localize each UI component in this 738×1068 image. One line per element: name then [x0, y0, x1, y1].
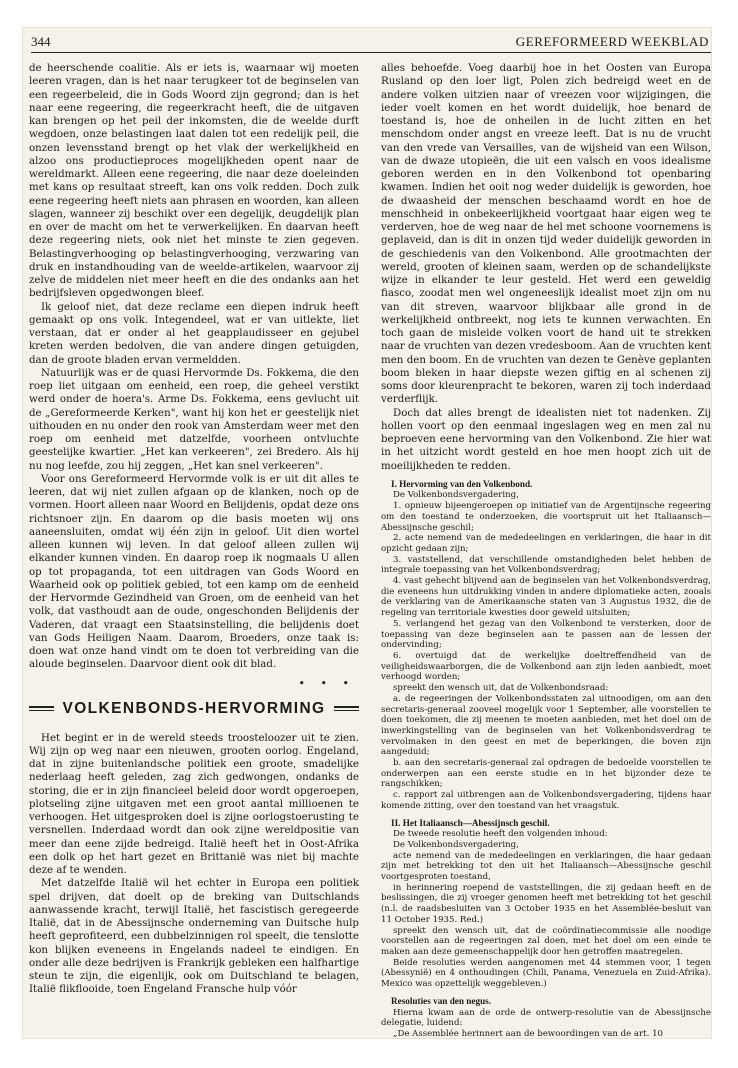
resolution-line: 2. acte nemend van de mededeelingen en verklaringen, die haar in dit opzicht gedaan zijn;: [381, 533, 711, 554]
resolution-line: spreekt den wensch uit, dat de Volkenbondsraad:: [393, 683, 609, 694]
right-paragraph-1: alles behoefde. Voeg daarbij hoe in het Oosten van Europa Rusland op den loer ligt, Polen zich bedreigd weet en de andere volken uitzien naar of vreezen voor wijzigingen, die ieder voelt komen en het wordt duidelijk, hoe benard de toestand is, hoe de onheilen in de lucht zitten en het menschdom onder angst en vreeze leeft. Dat is nu de vrucht van den vrede van Versailles, van de wijsheid van een Wilson, van de dwaze utopieën, die uit een valsch en voos idealisme geboren werden en in den Volkenbond tot openbaring kwamen. Indien het ooit nog weder duidelijk is geworden, hoe de dwaasheid der menschen beschaamd wordt en hoe de menschheid in onbekeerlijkheid voortgaat haar eigen weg te verderven, hoe de weg naar de hel met schoone voornemens is geplaveid, dan is dit in onzen tijd weder duidelijk geworden in de geschiedenis van den Volkenbond. Alle grootmachten der wereld, grooten of kleinen saam, werden op de schandelijkste wijze in elkander te leur gesteld. Het werd een geweldig fiasco, zoodat men wel ongeneeslijk idealist moet zijn om nu van dit streven, waarvoor blijkbaar alle grond in de werkelijkheid ontbreekt, nog iets te kunnen verwachten. En toch gaan de misleide volken voort de hand uit te strekken naar de vruchten van dezen vredesboom. Aan de vruchten kent men den boom. En de vruchten van dezen te Genève geplanten boom bleken in haar diepste wezen giftig en al schenen zij soms door kleurenpracht te bekoren, waren zij toch inderdaad verderflijk.: [381, 62, 711, 406]
resolution-line: De Volkenbondsvergadering,: [393, 490, 519, 501]
resolution-line: a. de regeeringen der Volkenbondsstaten zal uitnoodigen, om aan den secretaris-generaal zooveel mogelijk voor 1 September, alle voorstellen te doen toekomen, die zij meenen te moeten aanbieden, met het doel om de inwerkingstelling van de beginselen van het Volkenbondsverdrag te vervolmaken in den geest en met de beperkingen, die boven zijn aangeduid;: [381, 693, 711, 758]
resolution-line: 1. opnieuw bijeengeroepen op initiatief van de Argentijnsche regeering om den toestand te onderzoeken, die voortspruit uit het Italiaansch—Abessijnsche geschil;: [381, 501, 711, 533]
left-paragraph-3: Natuurlijk was er de quasi Hervormde Ds. Fokkema, die den roep liet uitgaan om eenheid, een roep, die geheel verstikt werd onder de hoera's. Arme Ds. Fokkema, eens gevlucht uit de „Gereformeerde Kerken", want hij kon het er geestelijk niet uithouden en nu onder den rook van Amsterdam weer met den roep om eenheid met datzelfde, voorheen ontvluchte geestelijke kwartier. „Het kan verkeeren", zei Bredero. Als hij nu nog leefde, zou hij zeggen, „Het kan snel verkeeren".: [29, 366, 359, 472]
page-number: 344: [31, 34, 51, 49]
resolutions-block: [381, 479, 711, 1040]
title-rule-right: [334, 706, 359, 710]
resolution-heading-1: I. Hervorming van den Volkenbond.: [391, 478, 533, 489]
left-paragraph-1: de heerschende coalitie. Als er iets is, waarnaar wij moeten leeren vragen, dan is het naar terugkeer tot de beginselen van een regeerbeleid, die in Gods Woord zijn gegrond; dan is het naar eene regeering, die regeerkracht heeft, die de uitgaven kan brengen op het peil der inkomsten, die de weelde durft wegdoen, onze belastingen laat dalen tot een redelijk peil, die onzen levensstand brengt op het vlak der werkelijkheid en alzoo ons productieproces mogelijkheden opent naar de wereldmarkt. Alleen eene regeering, die naar deze doeleinden met kans op resultaat streeft, kan ons volk redden. Doch zulk eene regeering heeft niets aan phrasen en woorden, kan alleen slagen, wanneer zij beschikt over een degelijk, deugdelijk plan en over de macht om het te verwerkelijken. En daarvan heeft deze regeering niets, ook niet het minste te zien gegeven. Belastingverhooging op belastingverhooging, verzwaring van druk en instandhouding van de weelde-artikelen, waarvoor zij zelve de middelen niet meer heeft en die des ondanks aan het bedrijfsleven opgedwongen bleef.: [29, 62, 359, 300]
resolution-line: De tweede resolutie heeft den volgenden inhoud:: [393, 829, 608, 840]
resolution-heading-2: II. Het Italiaansch—Abessijnsch geschil.: [391, 817, 550, 828]
section-title-block: [29, 700, 359, 718]
left-paragraph-2: Ik geloof niet, dat deze reclame een diepen indruk heeft gemaakt op ons volk. Integendeel, wat er van uitlekte, liet verstaan, dat er onder al het geapplaudisseer en gejubel kreten werden bedolven, die van andere dingen getuigden, dan de groote bladen ervan vermeldden.: [29, 300, 359, 366]
resolution-2-body: [381, 829, 711, 990]
resolution-line: 5. verlangend het gezag van den Volkenbond te versterken, door de toepassing van deze beginselen aan te passen aan de lessen der ondervinding;: [381, 618, 711, 651]
resolution-line: De Volkenbondsvergadering,: [393, 839, 519, 850]
resolution-line: 3. vaststellend, dat verschillende omstandigheden belet hebben de integrale toepassing van het Volkenbondsverdrag;: [381, 554, 711, 576]
resolution-line: b. aan den secretaris-generaal zal opdragen de bedoelde voorstellen te onderwerpen aan een eerste studie en in het bijzonder deze te rangschikken;: [381, 758, 711, 790]
section-separator-stars: • • •: [298, 676, 355, 690]
left-paragraph-4: Voor ons Gereformeerd Hervormde volk is er uit dit alles te leeren, dat wij niet zullen afgaan op de klanken, noch op de vormen. Hoort alleen naar Woord en Belijdenis, opdat deze ons richtsnoer zijn. En daarom op die basis moeten wij ons aaneensluiten, omdat wij één zijn in geloof. Uit dien wortel alleen kunnen wij leven. In dat geloof alleen zullen wij elkander kunnen vinden. En daarop roep ik nogmaals U allen op tot propaganda, tot een uitdragen van Gods Woord en Waarheid ook op politiek gebied, tot een kamp om de eenheid der Hervormde Gezindheid van Groen, om de eenheid van het volk, dat vasthoudt aan de oude, ongeschonden Belijdenis der Vaderen, dat vraagt een Staatsinstelling, die belijdenis doet van Gods Heiligen Naam. Daarom, Broeders, onze taak is: doen wat onze hand vindt om te doen tot verbreiding van die aloude beginselen. Daarvoor dient ook dit blad.: [29, 472, 359, 671]
resolution-3-body: [381, 1008, 711, 1040]
resolution-heading-3: Resoluties van den negus.: [391, 995, 492, 1006]
right-column: [381, 62, 711, 1040]
resolution-line: in herinnering roepend de vaststellingen, die zij gedaan heeft en de beslissingen, die zij vroeger genomen heeft met betrekking tot het geschil (n.l. de raadsbesluiten van 3 October 1935 en het Assemblée-besluit van 11 October 1935. Red.): [381, 882, 711, 925]
resolution-line: spreekt den wensch uit, dat de coördinatiecommissie alle noodige voorstellen aan de regeeringen zal doen, met het doel om een einde te maken aan deze gemeenschappelijk door hen getroffen maatregelen.: [381, 925, 711, 957]
resolution-line: acte nemend van de mededeelingen en verklaringen, die haar gedaan zijn met betrekking tot den uit het Italiaansch—Abessijnsche geschil voortgesproten toestand,: [381, 850, 711, 883]
newspaper-page: [23, 28, 711, 1038]
resolution-line: 6. overtuigd dat de werkelijke doeltreffendheid van de veiligheidswaarborgen, die de Volkenbond aan zijn leden aanbiedt, moet verhoogd worden;: [381, 651, 711, 683]
resolution-line: c. rapport zal uitbrengen aan de Volkenbondsvergadering, tijdens haar komende zitting, over den toestand van het vraagstuk.: [381, 790, 711, 811]
left-column: [29, 62, 359, 997]
resolution-1-body: [381, 490, 711, 811]
section-title: VOLKENBONDS-HERVORMING: [62, 699, 326, 717]
left-paragraph-5: Het begint er in de wereld steeds troosteloozer uit te zien. Wij zijn op weg naar een nieuwen, grooten oorlog. Engeland, dat in zijne buitenlandsche politiek een groote, smadelijke nederlaag heeft geleden, zag zich gedwongen, ondanks de storing, die er in zijn financieel beleid door wordt opgeroepen, plotseling zijne uitgaven met een groot aantal millioenen te verhoogen. Het uitgesproken doel is zijne oorlogstoerusting te versnellen. Inderdaad wordt dan ook zijne wereldpositie van meer dan eene zijde bedreigd. Italië heeft het in Oost-Afrika een dolk op het hart gezet en Brittanië was niet bij machte deze af te wenden.: [29, 731, 359, 876]
resolution-line: Beide resoluties werden aangenomen met 44 stemmen voor, 1 tegen (Abessynië) en 4 onthoudingen (Chili, Panama, Venezuela en Zuid-Afrika). Mexico was opzettelijk weggebleven.): [381, 957, 711, 990]
resolution-line: 4. vast gehecht blijvend aan de beginselen van het Volkenbondsverdrag, die eveneens hun uitdrukking vinden in andere diplomatieke acten, zooals de verklaring van de Amerikaansche staten van 3 Augustus 1932, die de regeling van territoriale kwesties door geweld uitsluiten;: [381, 576, 711, 619]
page-header: [31, 34, 711, 53]
resolution-line: Hierna kwam aan de orde de ontwerp-resolutie van de Abessijnsche delegatie, luidend:: [381, 1007, 711, 1029]
right-paragraph-2: Doch dat alles brengt de idealisten niet tot nadenken. Zij hollen voort op den eenmaal ingeslagen weg en men zal nu beproeven eene hervorming van den Volkenbond. Zie hier wat in het uitzicht wordt gesteld en hoe men hoopt zich uit de moeilijkheden te redden.: [381, 406, 711, 472]
resolution-line: „De Assemblée herinnert aan de bewoordingen van de art. 10: [393, 1028, 664, 1039]
left-paragraph-6: Met datzelfde Italië wil het echter in Europa een politiek spel drijven, dat doelt op de breking van Duitschlands aanwassende kracht, terwijl Italië, het fascistisch geregeerde Italië, dat in de Abessijnsche onderneming van Duitsche hulp heeft geprofiteerd, een dubbelzinnigen rol speelt, die tenslotte kon blijken eveneens in Engelands nadeel te eindigen. En onder alle deze bedrijven is Frankrijk gebleken een halfhartige steun te zijn, die eigenlijk, ook om Duitschland te belagen, Italië flikflooide, toen Engeland Fransche hulp vóór: [29, 877, 359, 996]
title-rule-left: [29, 706, 54, 710]
journal-title: GEREFORMEERD WEEKBLAD: [515, 34, 709, 49]
